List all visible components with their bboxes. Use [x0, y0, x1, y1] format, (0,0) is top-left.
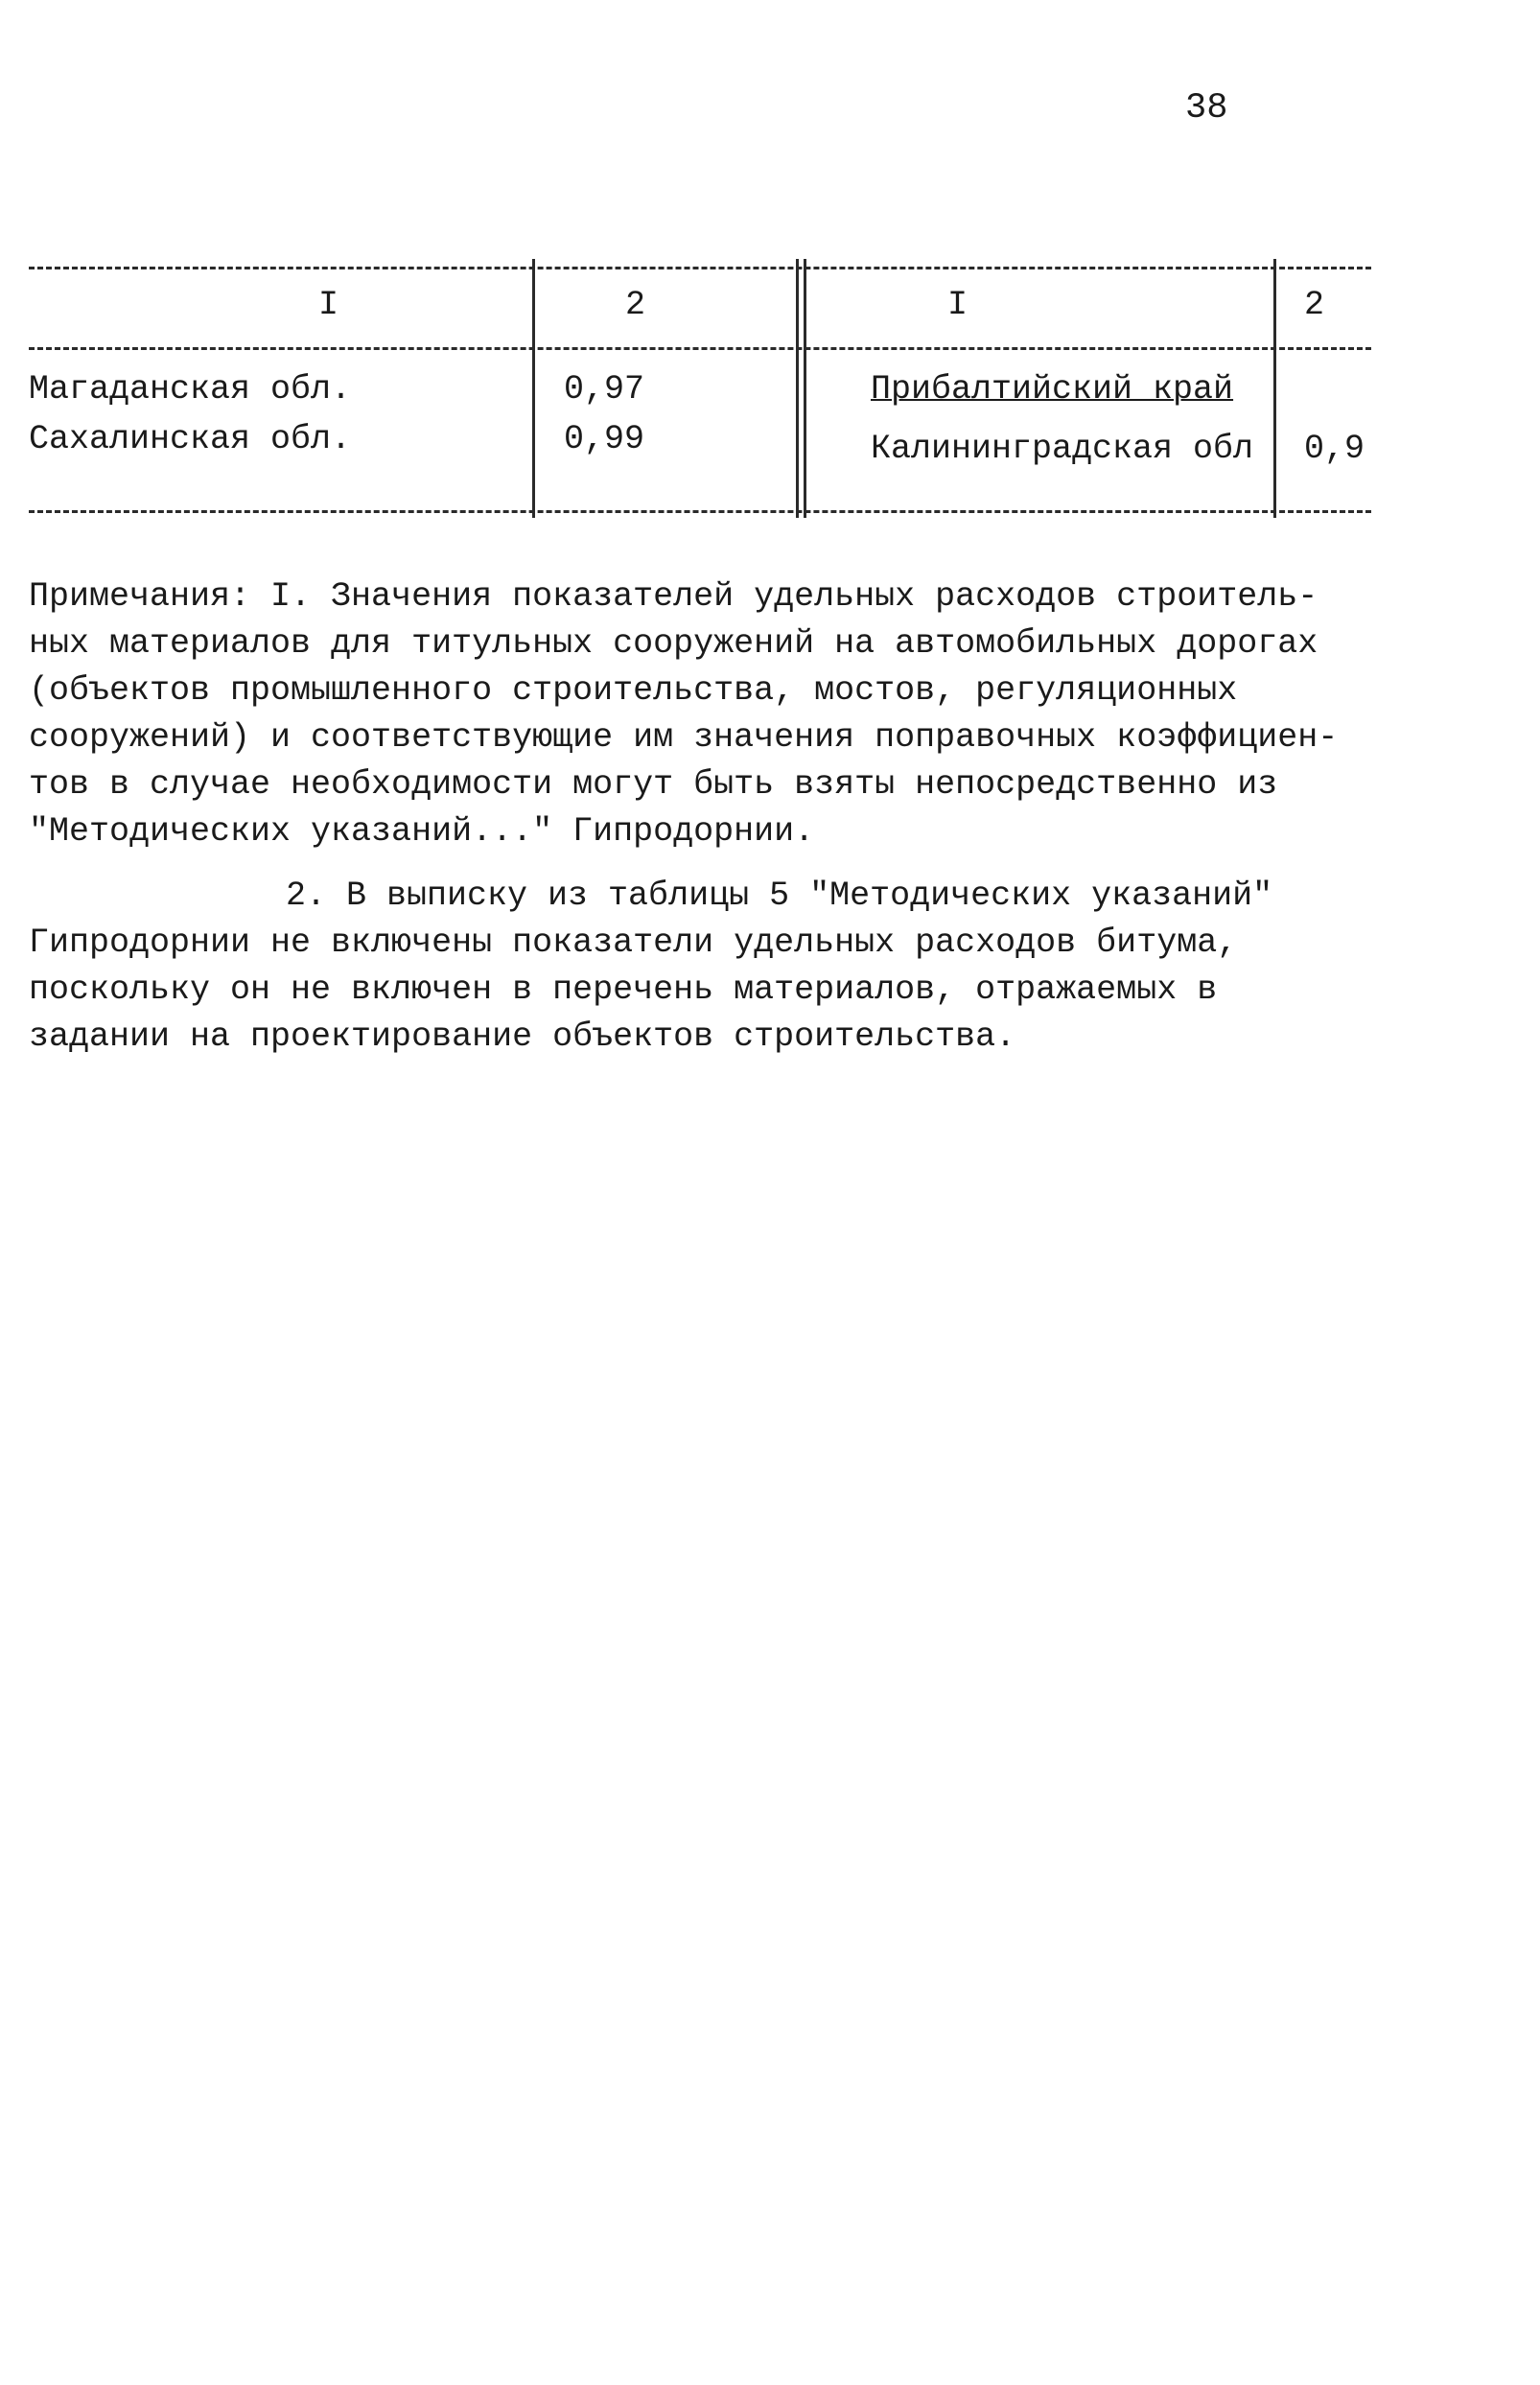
- table-bottom-rule: [29, 510, 1371, 513]
- note-line: поскольку он не включен в перечень материалов, отражаемых в: [29, 970, 1218, 1009]
- note-line: Примечания: I. Значения показателей удельных расходов строитель-: [29, 577, 1318, 616]
- note-line: 2. В выписку из таблицы 5 "Методических указаний": [286, 877, 1273, 915]
- right-row-value: 0,9: [1304, 430, 1365, 468]
- center-double-rule-b: [804, 259, 806, 518]
- note-line: ных материалов для титульных сооружений на автомобильных дорогах: [29, 624, 1318, 663]
- center-double-rule-a: [796, 259, 799, 518]
- note-2: [29, 873, 1362, 1061]
- left-column-divider: [532, 259, 535, 518]
- note-line: задании на проектирование объектов строительства.: [29, 1017, 1016, 1056]
- left-row-value: 0,97: [564, 370, 645, 409]
- right-row-region: Калининградская обл: [871, 430, 1254, 468]
- note-line: Гипродорнии не включены показатели удельных расходов битума,: [29, 924, 1238, 962]
- note-line: (объектов промышленного строительства, мостов, регуляционных: [29, 671, 1238, 710]
- coefficient-table: [29, 259, 1371, 518]
- left-row-region: Сахалинская обл.: [29, 420, 352, 458]
- note-line: "Методических указаний..." Гипродорнии.: [29, 812, 815, 851]
- note-1: [29, 573, 1362, 855]
- left-header-col2: 2: [625, 286, 646, 324]
- left-row-region: Магаданская обл.: [29, 370, 352, 409]
- right-header-col1: I: [947, 286, 968, 324]
- table-top-rule: [29, 267, 1371, 269]
- right-section-heading: Прибалтийский край: [871, 370, 1234, 409]
- notes-section: [29, 573, 1362, 1061]
- left-row-value: 0,99: [564, 420, 645, 458]
- right-column-divider: [1273, 259, 1276, 518]
- right-header-col2: 2: [1304, 286, 1325, 324]
- page-number: 38: [1185, 88, 1228, 129]
- note-line: сооружений) и соответствующие им значения поправочных коэффициен-: [29, 718, 1339, 757]
- left-header-col1: I: [318, 286, 339, 324]
- note-line: тов в случае необходимости могут быть взяты непосредственно из: [29, 765, 1278, 804]
- table-header-rule: [29, 347, 1371, 350]
